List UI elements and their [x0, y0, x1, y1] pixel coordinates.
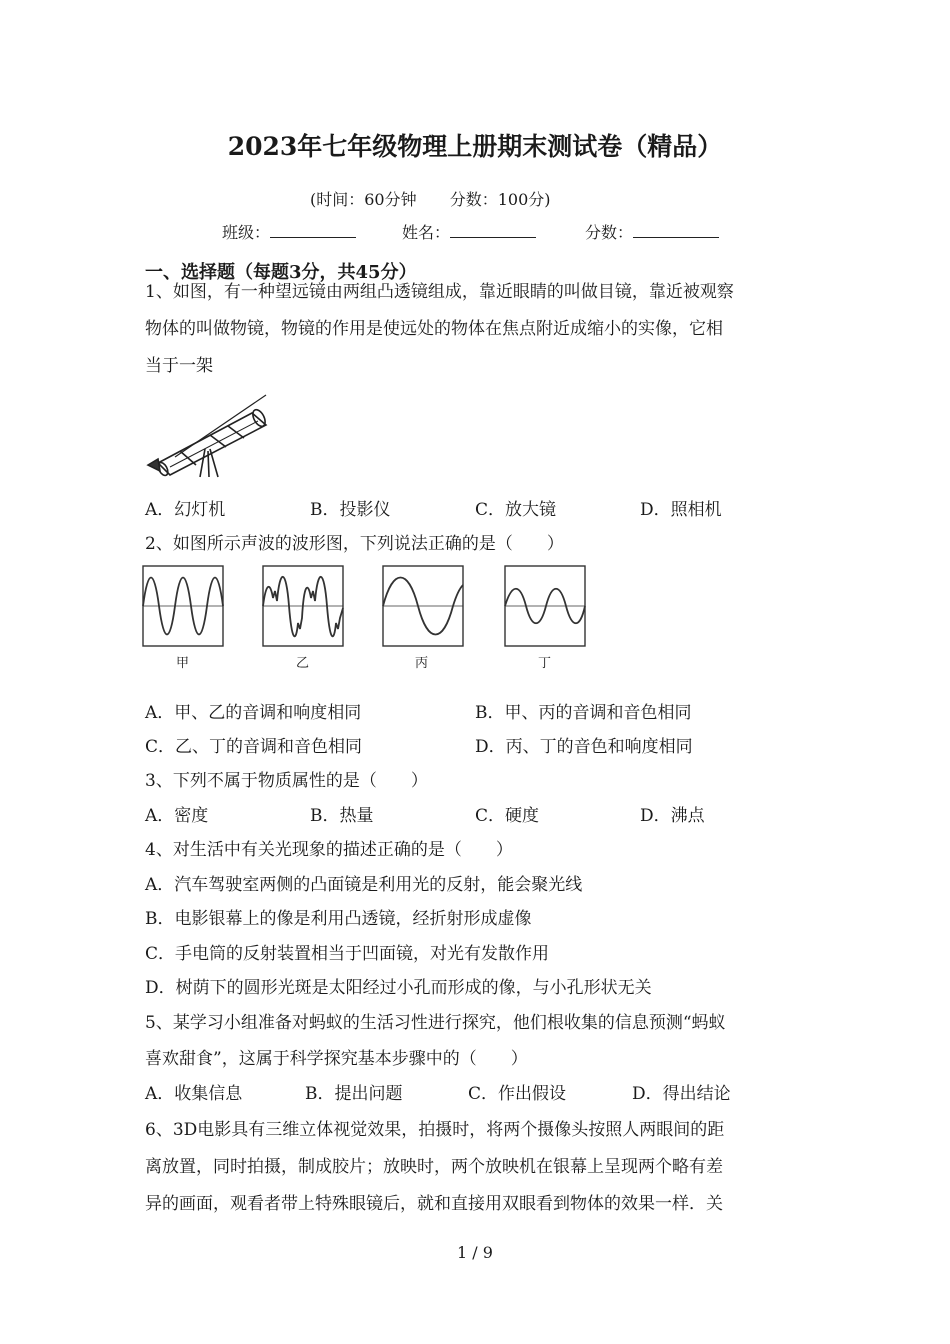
- exam-time: (时间：60分钟: [310, 190, 417, 209]
- class-blank[interactable]: [270, 223, 356, 238]
- telescope-figure: [140, 385, 280, 480]
- q1-line-1: 1、如图，有一种望远镜由两组凸透镜组成，靠近眼睛的叫做目镜，靠近被观察: [145, 282, 734, 302]
- score-field: [585, 222, 719, 244]
- q2-option-c: C．乙、丁的音调和音色相同: [145, 737, 363, 757]
- section-heading: 一、选择题（每题3分，共45分）: [145, 262, 417, 283]
- waveform-figure: [140, 563, 590, 673]
- name-field: [402, 222, 536, 244]
- q1-option-c: C．放大镜: [475, 500, 557, 520]
- score-label: 分数：: [585, 223, 634, 242]
- q3-stem: 3、下列不属于物质属性的是（ ）: [145, 771, 428, 791]
- q5-line-2: 喜欢甜食”，这属于科学探究基本步骤中的（ ）: [145, 1049, 528, 1069]
- wave-label-bing: 丙: [415, 656, 429, 671]
- wave-label-jia: 甲: [176, 656, 190, 671]
- page-number: 1 / 9: [457, 1243, 493, 1262]
- q5-option-b: B．提出问题: [305, 1084, 403, 1104]
- q3-option-c: C．硬度: [475, 806, 540, 826]
- wave-label-yi: 乙: [296, 656, 310, 671]
- exam-meta: [310, 187, 579, 210]
- q3-option-b: B．热量: [310, 806, 374, 826]
- q1-option-a: A．幻灯机: [145, 500, 226, 520]
- q2-option-d: D．丙、丁的音色和响度相同: [475, 737, 693, 757]
- q4-option-d: D．树荫下的圆形光斑是太阳经过小孔而形成的像，与小孔形状无关: [145, 978, 652, 998]
- q5-option-a: A．收集信息: [145, 1084, 243, 1104]
- q2-option-a: A．甲、乙的音调和响度相同: [145, 703, 362, 723]
- q5-option-c: C．作出假设: [468, 1084, 567, 1104]
- page-title: 2023年七年级物理上册期末测试卷（精品）: [227, 132, 723, 161]
- q4-option-c: C．手电筒的反射装置相当于凹面镜，对光有发散作用: [145, 944, 550, 964]
- q1-option-d: D．照相机: [640, 500, 722, 520]
- q4-option-a: A．汽车驾驶室两侧的凸面镜是利用光的反射，能会聚光线: [145, 875, 583, 895]
- q5-line-1: 5、某学习小组准备对蚂蚁的生活习性进行探究，他们根收集的信息预测“蚂蚁: [145, 1013, 726, 1033]
- exam-total-score: 分数：100分): [449, 190, 551, 209]
- q1-line-2: 物体的叫做物镜，物镜的作用是使远处的物体在焦点附近成缩小的实像，它相: [145, 319, 723, 339]
- score-blank[interactable]: [633, 223, 719, 238]
- q5-option-d: D．得出结论: [632, 1084, 731, 1104]
- q4-stem: 4、对生活中有关光现象的描述正确的是（ ）: [145, 840, 513, 860]
- name-blank[interactable]: [450, 223, 536, 238]
- class-label: 班级：: [222, 223, 271, 242]
- class-field: [222, 222, 356, 244]
- name-label: 姓名：: [402, 223, 451, 242]
- q1-option-b: B．投影仪: [310, 500, 391, 520]
- q1-line-3: 当于一架: [145, 356, 213, 376]
- q3-option-d: D．沸点: [640, 806, 705, 826]
- q2-stem: 2、如图所示声波的波形图，下列说法正确的是（ ）: [145, 534, 564, 554]
- q2-option-b: B．甲、丙的音调和音色相同: [475, 703, 692, 723]
- q4-option-b: B．电影银幕上的像是利用凸透镜，经折射形成虚像: [145, 909, 532, 929]
- q6-line-1: 6、3D电影具有三维立体视觉效果，拍摄时，将两个摄像头按照人两眼间的距: [145, 1120, 725, 1140]
- wave-label-ding: 丁: [538, 656, 552, 671]
- q6-line-3: 异的画面，观看者带上特殊眼镜后，就和直接用双眼看到物体的效果一样．关: [145, 1194, 723, 1214]
- q3-option-a: A．密度: [145, 806, 209, 826]
- q6-line-2: 离放置，同时拍摄，制成胶片；放映时，两个放映机在银幕上呈现两个略有差: [145, 1157, 723, 1177]
